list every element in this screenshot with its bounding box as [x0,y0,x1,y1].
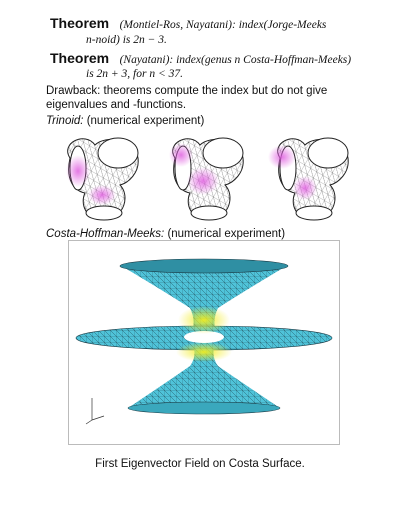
theorem-1 [50,15,326,33]
drawback-line-2: eigenvalues and -functions. [46,99,187,111]
trinoid-figures [40,133,370,223]
eigen-field-upper [178,306,230,334]
costa-title: Costa-Hoffman-Meeks: [46,228,165,240]
theorem-1-attribution: (Montiel-Ros, Nayatani): index(Jorge-Meeks [119,19,327,31]
theorem-1-statement: n-noid) is 2n − 3. [86,34,167,46]
theorem-2 [50,50,351,68]
theorem-1-label: Theorem [50,15,110,31]
drawback-line-1: Drawback: theorems compute the index but do not give [46,85,328,97]
costa-surface-figure [68,240,340,445]
costa-note: (numerical experiment) [167,228,286,240]
trinoid-figure-3 [268,138,348,220]
trinoid-figure-2 [169,138,243,220]
theorem-2-attribution: (Nayatani): index(genus n Costa-Hoffman-Meeks) [119,54,352,66]
trinoid-title: Trinoid: [46,115,84,127]
eigen-field-lower [176,342,232,362]
costa-heading [46,227,285,241]
trinoid-note: (numerical experiment) [86,115,205,127]
theorem-2-statement: is 2n + 3, for n < 37. [86,68,183,80]
figure-caption: First Eigenvector Field on Costa Surface. [95,458,305,470]
trinoid-figure-1 [66,138,138,220]
theorem-2-label: Theorem [50,50,110,66]
trinoid-heading [46,114,204,128]
